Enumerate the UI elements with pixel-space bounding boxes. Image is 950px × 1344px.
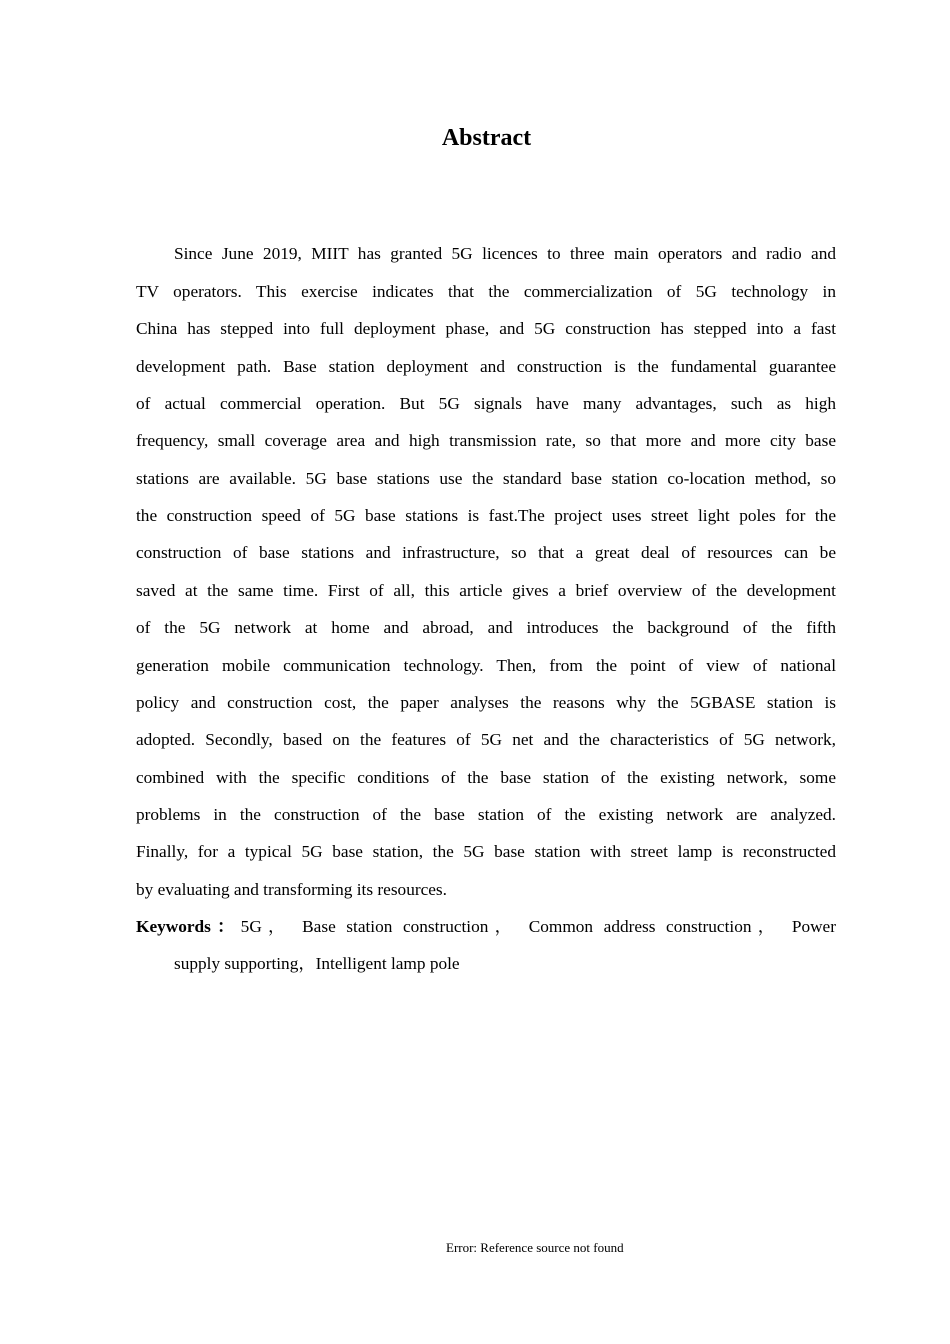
keywords-label: Keywords： <box>136 917 241 936</box>
footer-text: Error: Reference source not found <box>446 1240 624 1255</box>
abstract-line: adopted. Secondly, based on the features of 5G net and the characteristics of 5G network, <box>136 730 836 749</box>
abstract-line: construction of base stations and infrastructure, so that a great deal of resources can be <box>136 543 836 562</box>
abstract-line: problems in the construction of the base station of the existing network are analyzed. <box>136 805 836 824</box>
abstract-line: Finally, for a typical 5G base station, the 5G base station with street lamp is reconstructed <box>136 842 836 861</box>
page-title: Abstract <box>441 125 532 151</box>
abstract-line: of the 5G network at home and abroad, and introduces the background of the fifth <box>136 618 836 637</box>
abstract-line: policy and construction cost, the paper analyses the reasons why the 5GBASE station is <box>136 693 836 712</box>
keywords-line-1 <box>136 915 836 939</box>
abstract-line: the construction speed of 5G base stations is fast.The project uses street light poles for the <box>136 506 836 525</box>
keywords-text: 5G， Base station construction， Common address construction， Power <box>240 917 836 936</box>
abstract-line: saved at the same time. First of all, this article gives a brief overview of the development <box>136 581 836 600</box>
abstract-line: China has stepped into full deployment phase, and 5G construction has stepped into a fast <box>136 319 836 338</box>
abstract-line: of actual commercial operation. But 5G signals have many advantages, such as high <box>136 394 836 413</box>
abstract-line: frequency, small coverage area and high transmission rate, so that more and more city base <box>136 431 836 450</box>
abstract-line: development path. Base station deployment and construction is the fundamental guarantee <box>136 357 836 376</box>
abstract-line: by evaluating and transforming its resources. <box>136 880 447 899</box>
abstract-line: generation mobile communication technology. Then, from the point of view of national <box>136 656 836 675</box>
abstract-line: combined with the specific conditions of the base station of the existing network, some <box>136 768 836 787</box>
abstract-line: stations are available. 5G base stations use the standard base station co-location method, so <box>136 469 836 488</box>
keywords-line-2: supply supporting，Intelligent lamp pole <box>174 954 460 973</box>
abstract-line: TV operators. This exercise indicates that the commercialization of 5G technology in <box>136 282 836 301</box>
abstract-line: Since June 2019, MIIT has granted 5G licences to three main operators and radio and <box>174 244 836 263</box>
